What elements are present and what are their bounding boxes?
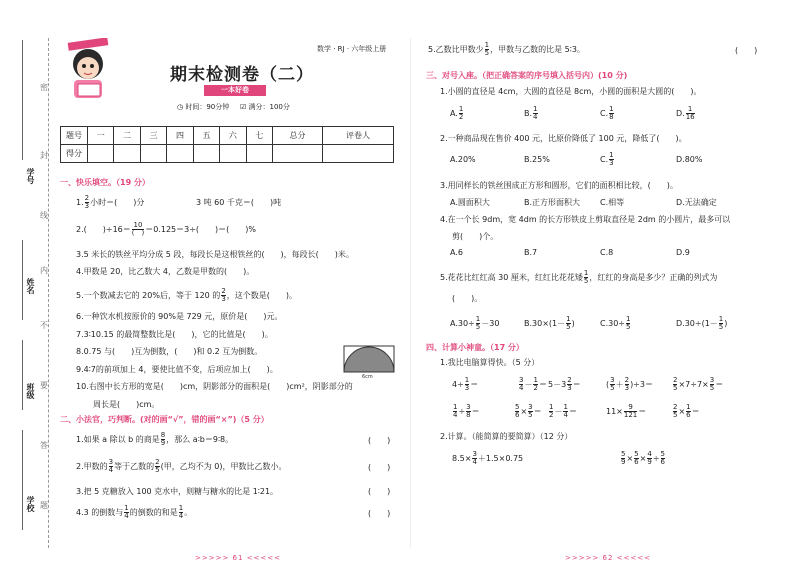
- table-cell: 一: [88, 127, 114, 145]
- answer-bracket[interactable]: ( ): [368, 463, 391, 472]
- table-row: [61, 145, 394, 163]
- section-title: 一、快乐填空。（19 分）: [60, 178, 150, 187]
- question-5-cont: ( )。: [452, 294, 483, 303]
- subject-tag: 数学 · RJ · 六年级上册: [317, 45, 387, 53]
- score-cell[interactable]: [246, 145, 272, 163]
- calc-item: $\frac{5}{9}$ × $\frac{5}{6}$ × $\frac{4}{9}$ ÷ $\frac{5}{6}$: [621, 450, 665, 466]
- binding-char: 题: [40, 501, 48, 510]
- table-row: [61, 127, 394, 145]
- binding-char: 要: [40, 381, 48, 390]
- question-1b: 3 吨 60 千克＝( )吨: [196, 198, 282, 207]
- student-id-label: 学号: [26, 168, 35, 184]
- question-5: 5.一个数减去它的 20%后，等于 120 的 $\frac{2}{3}$ ，这个数是( )。: [76, 287, 298, 303]
- score-cell[interactable]: [273, 145, 323, 163]
- option-a[interactable]: A.30÷ $\frac{1}{5}$ －30: [450, 315, 500, 331]
- option-d[interactable]: D.30÷(1－ $\frac{1}{5}$ ): [676, 315, 728, 331]
- answer-bracket[interactable]: ( ): [368, 487, 391, 496]
- table-cell: 四: [167, 127, 193, 145]
- option-d[interactable]: D.无法确定: [676, 198, 717, 207]
- table-cell: 题号: [61, 127, 88, 145]
- score-cell[interactable]: [193, 145, 219, 163]
- table-cell: 六: [220, 127, 246, 145]
- question-3: 3.用同样长的铁丝围成正方形和圆形，它们的面积相比较，( )。: [440, 181, 678, 190]
- question-1: 1.我比电脑算得快。（5 分）: [440, 358, 540, 367]
- option-c[interactable]: C.相等: [600, 198, 625, 207]
- calc-item: $\frac{2}{5}$ ×7÷7× $\frac{3}{5}$ ＝: [673, 376, 724, 392]
- table-cell: 七: [246, 127, 272, 145]
- score-cell[interactable]: [140, 145, 166, 163]
- clock-icon: ◷: [177, 103, 184, 111]
- table-cell: 评卷人: [323, 127, 394, 145]
- binding-dashed-line: [48, 38, 49, 548]
- score-table: [60, 126, 394, 163]
- option-b[interactable]: B. $\frac{1}{4}$: [524, 105, 538, 121]
- option-b[interactable]: B.25%: [524, 155, 550, 164]
- option-a[interactable]: A.圆面积大: [450, 198, 490, 207]
- question-9: 9.4∶7的前项加上 4，要使比值不变，后项应加上( )。: [76, 365, 278, 374]
- page-number-right: >>>>> 62 <<<<<: [565, 554, 652, 562]
- score-cell[interactable]: [323, 145, 394, 163]
- question-2: 2.一种商品现在售价 400 元，比原价降低了 100 元，降低了( )。: [440, 134, 687, 143]
- question-10: 10.右图中长方形的宽是( )cm，阴影部分的面积是( )cm²，阴影部分的: [76, 382, 353, 391]
- option-d[interactable]: D. $\frac{1}{16}$: [676, 105, 695, 121]
- answer-bracket[interactable]: ( ): [368, 509, 391, 518]
- table-cell: 总分: [273, 127, 323, 145]
- mascot-illustration: [60, 38, 122, 100]
- score-cell[interactable]: [114, 145, 140, 163]
- check-icon: ☑: [240, 103, 247, 111]
- section-title: 三、对号入座。（把正确答案的序号填入括号内）(10 分): [426, 71, 628, 80]
- table-cell: 得分: [61, 145, 88, 163]
- binding-rule: [22, 430, 23, 530]
- section-title: 二、小法官，巧判断。(对的画“√”，错的画“×”)（5 分）: [60, 415, 269, 424]
- question-4: 4.甲数是 20，比乙数大 4，乙数是甲数的( )。: [76, 267, 255, 276]
- page-divider: [410, 38, 411, 548]
- calc-item: $\frac{2}{5}$ × $\frac{1}{6}$ ＝: [673, 403, 700, 419]
- question-2: 2.计算。（能简算的要简算）（12 分）: [440, 432, 573, 441]
- question-4: 4.在一个长 9dm，宽 4dm 的长方形铁皮上剪取直径是 2dm 的小圆片，最多可以: [440, 215, 731, 224]
- question-4-cont: 剪( )个。: [452, 232, 499, 241]
- school-label: 学校: [26, 496, 35, 512]
- score-cell[interactable]: [88, 145, 114, 163]
- question-3: 3.把 5 克糖放入 100 克水中，则糖与糖水的比是 1∶21。: [76, 487, 279, 496]
- option-c[interactable]: C.8: [600, 248, 614, 257]
- score-cell[interactable]: [167, 145, 193, 163]
- question-5-prev: 5.乙数比甲数少 $\frac{1}{5}$ ，甲数与乙数的比是 5∶3。: [428, 41, 585, 57]
- badge: 一本好卷: [204, 85, 266, 96]
- option-a[interactable]: A. $\frac{1}{2}$: [450, 105, 464, 121]
- calc-item: 4÷ $\frac{1}{3}$ ＝: [452, 376, 479, 392]
- option-a[interactable]: A.20%: [450, 155, 476, 164]
- class-label: 班级: [26, 383, 35, 399]
- score-cell[interactable]: [220, 145, 246, 163]
- score-label: ☑ 满分：100分: [240, 103, 290, 111]
- time-label: ◷ 时间：90分钟: [177, 103, 230, 111]
- binding-rule: [22, 40, 23, 160]
- option-d[interactable]: D.80%: [676, 155, 703, 164]
- question-8: 8.0.75 与( )互为倒数，( )和 0.2 互为倒数。: [76, 347, 263, 356]
- option-b[interactable]: B.7: [524, 248, 538, 257]
- question-2: 2.甲数的 $\frac{3}{4}$ 等于乙数的 $\frac{2}{5}$ (甲，乙均不为 0)，甲数比乙数小。: [76, 458, 287, 474]
- page-number-left: >>>>> 61 <<<<<: [195, 554, 282, 562]
- question-1: 1.如果 a 除以 b 的商是 $\frac{8}{9}$ ，那么 a∶b＝9∶8。: [76, 431, 234, 447]
- table-cell: 五: [193, 127, 219, 145]
- question-1: 1.小圆的直径是 4cm，大圆的直径是 8cm，小圆的面积是大圆的( )。: [440, 87, 702, 96]
- calc-item: $\frac{3}{4}$ － $\frac{1}{2}$ ＝: [519, 376, 547, 392]
- calc-item: 11× $\frac{9}{121}$ ＝: [606, 403, 647, 419]
- binding-rule: [22, 340, 23, 410]
- table-cell: 三: [140, 127, 166, 145]
- binding-char: 答: [40, 441, 48, 450]
- option-b[interactable]: B.正方形面积大: [524, 198, 581, 207]
- question-3: 3.5 米长的铁丝平均分成 5 段，每段长是这根铁丝的( )，每段长( )米。: [76, 250, 354, 259]
- binding-char: 密: [40, 83, 48, 92]
- calc-item: $\frac{1}{4}$ ÷ $\frac{3}{8}$ ＝: [453, 403, 480, 419]
- option-d[interactable]: D.9: [676, 248, 690, 257]
- name-label: 姓名: [26, 278, 35, 294]
- question-1: 1. $\frac{2}{3}$ 小时＝( )分: [76, 194, 145, 210]
- question-7: 7.3∶10.15 的最简整数比是( )，它的比值是( )。: [76, 330, 273, 339]
- question-6: 6.一种饮水机按原价的 90%是 729 元，原价是( )元。: [76, 312, 283, 321]
- calc-item: $\frac{1}{2}$ － $\frac{1}{4}$ ＝: [549, 403, 577, 419]
- calc-item: $\frac{5}{6}$ × $\frac{3}{5}$ ＝: [515, 403, 542, 419]
- question-2: 2.( )÷16＝ $\frac{10}{( )}$ ＝0.125＝3÷( )＝( )%: [76, 221, 257, 237]
- binding-rule: [22, 240, 23, 320]
- option-c[interactable]: C. $\frac{1}{3}$: [600, 151, 614, 167]
- binding-char: 内: [40, 266, 48, 275]
- page-title: 期末检测卷（二）: [170, 65, 314, 85]
- section-title: 四、计算小神童。（17 分）: [426, 343, 524, 352]
- option-c[interactable]: C.30÷ $\frac{1}{5}$: [600, 315, 631, 331]
- question-5: 5.花花比红红高 30 厘米，红红比花花矮 $\frac{1}{5}$ ，红红的身高是多少？正确的列式为: [440, 269, 718, 285]
- figure-label: 6cm: [362, 374, 373, 380]
- answer-bracket[interactable]: ( ): [735, 46, 758, 55]
- semicircle-figure: [342, 344, 396, 380]
- option-c[interactable]: C. $\frac{1}{8}$: [600, 105, 614, 121]
- binding-char: 不: [40, 321, 48, 330]
- binding-char: 线: [40, 211, 48, 220]
- calc-item: 5－3 $\frac{2}{3}$ ＝: [548, 376, 581, 392]
- binding-char: 封: [40, 151, 48, 160]
- question-10-cont: 周长是( )cm。: [93, 400, 160, 409]
- option-a[interactable]: A.6: [450, 248, 463, 257]
- option-b[interactable]: B.30×(1－ $\frac{1}{5}$ ): [524, 315, 575, 331]
- calc-item: ( $\frac{3}{5}$ ＋ $\frac{2}{3}$ )÷3＝: [606, 376, 653, 392]
- table-cell: 二: [114, 127, 140, 145]
- question-4: 4.3 的倒数与 $\frac{1}{4}$ 的倒数的和是 $\frac{1}{4}$ 。: [76, 504, 193, 520]
- calc-item: 8.5× $\frac{3}{4}$ ＋1.5×0.75: [452, 450, 524, 466]
- answer-bracket[interactable]: ( ): [368, 436, 391, 445]
